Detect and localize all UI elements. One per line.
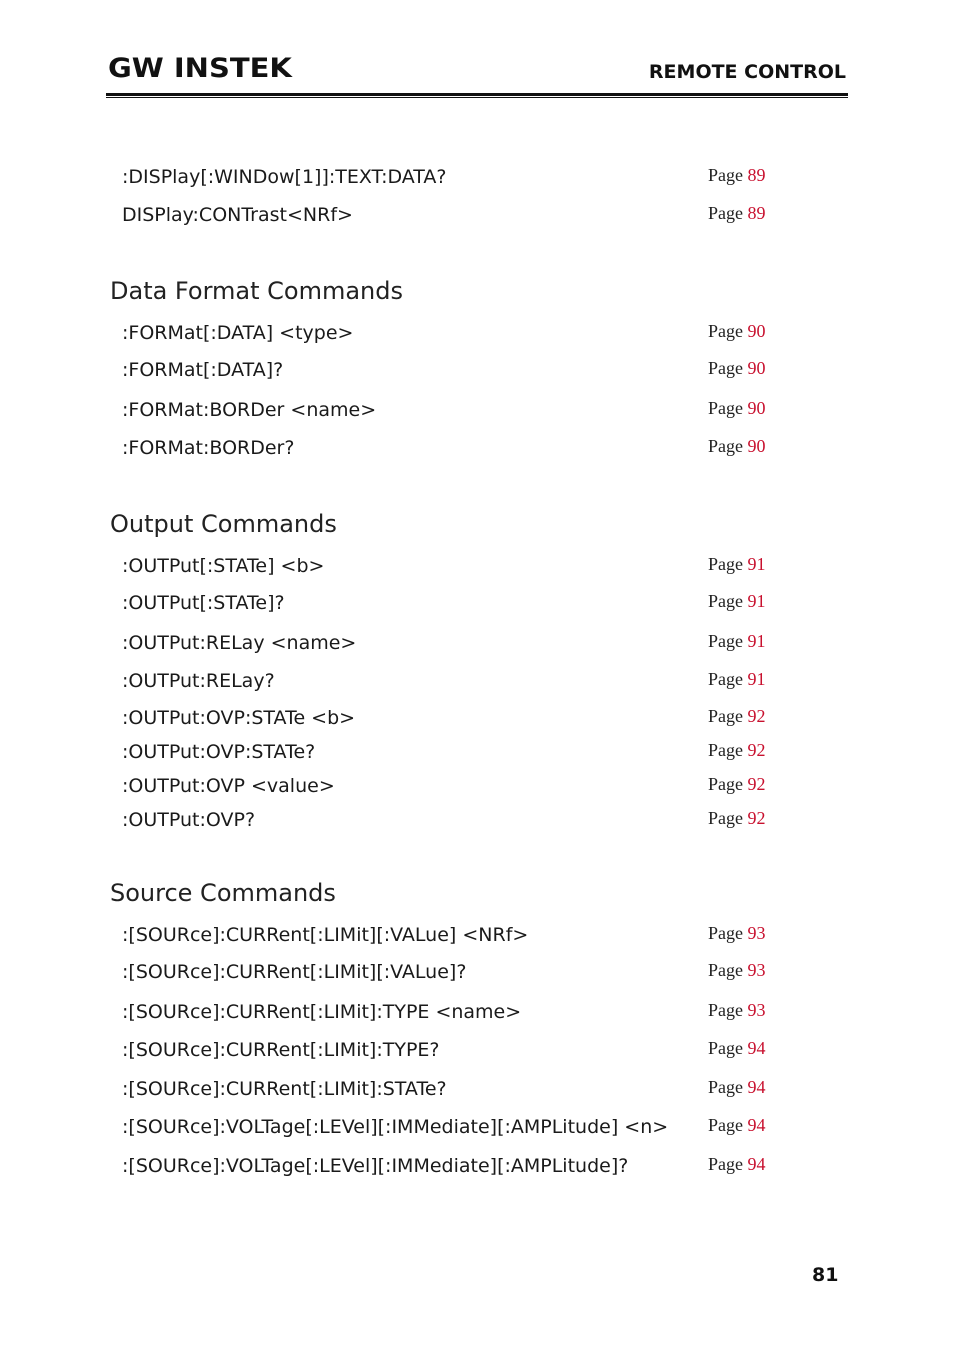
page-word: Page bbox=[708, 165, 743, 185]
page-link-number[interactable]: 93 bbox=[747, 1000, 766, 1020]
page-link-number[interactable]: 92 bbox=[747, 740, 766, 760]
page-word: Page bbox=[708, 1154, 743, 1174]
command-text: :FORMat:BORDer <name> bbox=[122, 399, 377, 421]
page-word: Page bbox=[708, 321, 743, 341]
page-word: Page bbox=[708, 923, 743, 943]
page-word: Page bbox=[708, 1115, 743, 1135]
page-link-number[interactable]: 92 bbox=[747, 808, 766, 828]
page-link-number[interactable]: 91 bbox=[747, 669, 766, 689]
page-reference[interactable] bbox=[708, 740, 766, 761]
page-reference[interactable] bbox=[708, 554, 766, 575]
page-link-number[interactable]: 92 bbox=[747, 774, 766, 794]
section-label: REMOTE CONTROL bbox=[648, 61, 846, 83]
command-text: :[SOURce]:CURRent[:LIMit][:VALue]? bbox=[122, 961, 467, 983]
command-text: :OUTPut:OVP:STATe <b> bbox=[122, 707, 356, 729]
page-link-number[interactable]: 90 bbox=[747, 321, 766, 341]
page-reference[interactable] bbox=[708, 1000, 766, 1021]
page-link-number[interactable]: 89 bbox=[747, 165, 766, 185]
page-link-number[interactable]: 93 bbox=[747, 923, 766, 943]
page-number: 81 bbox=[812, 1264, 839, 1286]
page-reference[interactable] bbox=[708, 321, 766, 342]
page-link-number[interactable]: 90 bbox=[747, 358, 766, 378]
page-reference[interactable] bbox=[708, 1038, 766, 1059]
page-link-number[interactable]: 94 bbox=[747, 1038, 766, 1058]
page-reference[interactable] bbox=[708, 165, 766, 186]
command-text: :[SOURce]:CURRent[:LIMit]:TYPE <name> bbox=[122, 1001, 522, 1023]
page-reference[interactable] bbox=[708, 436, 766, 457]
page-reference[interactable] bbox=[708, 398, 766, 419]
page-word: Page bbox=[708, 1038, 743, 1058]
page-reference[interactable] bbox=[708, 1154, 766, 1175]
command-text: :OUTPut:OVP? bbox=[122, 809, 256, 831]
page-reference[interactable] bbox=[708, 923, 766, 944]
page-link-number[interactable]: 94 bbox=[747, 1154, 766, 1174]
page-word: Page bbox=[708, 1000, 743, 1020]
page-link-number[interactable]: 92 bbox=[747, 706, 766, 726]
page-link-number[interactable]: 89 bbox=[747, 203, 766, 223]
page-reference[interactable] bbox=[708, 1077, 766, 1098]
page-link-number[interactable]: 90 bbox=[747, 398, 766, 418]
page-word: Page bbox=[708, 960, 743, 980]
page-link-number[interactable]: 93 bbox=[747, 960, 766, 980]
command-text: :[SOURce]:CURRent[:LIMit][:VALue] <NRf> bbox=[122, 924, 529, 946]
page-link-number[interactable]: 90 bbox=[747, 436, 766, 456]
page-reference[interactable] bbox=[708, 203, 766, 224]
gw-instek-logo: GW INSTEK bbox=[108, 52, 292, 84]
page-link-number[interactable]: 91 bbox=[747, 591, 766, 611]
command-text: :[SOURce]:CURRent[:LIMit]:TYPE? bbox=[122, 1039, 440, 1061]
command-text: :OUTPut[:STATe] <b> bbox=[122, 555, 325, 577]
command-text: DISPlay:CONTrast<NRf> bbox=[122, 204, 353, 226]
page-link-number[interactable]: 91 bbox=[747, 554, 766, 574]
page-reference[interactable] bbox=[708, 1115, 766, 1136]
page-word: Page bbox=[708, 398, 743, 418]
page-reference[interactable] bbox=[708, 808, 766, 829]
page-word: Page bbox=[708, 808, 743, 828]
page-reference[interactable] bbox=[708, 774, 766, 795]
page-word: Page bbox=[708, 774, 743, 794]
command-text: :OUTPut:RELay <name> bbox=[122, 632, 357, 654]
page-word: Page bbox=[708, 706, 743, 726]
command-text: :FORMat[:DATA] <type> bbox=[122, 322, 354, 344]
page-word: Page bbox=[708, 740, 743, 760]
page-word: Page bbox=[708, 669, 743, 689]
page-reference[interactable] bbox=[708, 669, 766, 690]
page-word: Page bbox=[708, 591, 743, 611]
command-text: :[SOURce]:VOLTage[:LEVel][:IMMediate][:AMPLitude]? bbox=[122, 1155, 629, 1177]
page-reference[interactable] bbox=[708, 706, 766, 727]
command-text: :FORMat:BORDer? bbox=[122, 437, 295, 459]
page-word: Page bbox=[708, 631, 743, 651]
command-text: :OUTPut[:STATe]? bbox=[122, 592, 285, 614]
page-word: Page bbox=[708, 554, 743, 574]
page-reference[interactable] bbox=[708, 358, 766, 379]
command-text: :[SOURce]:CURRent[:LIMit]:STATe? bbox=[122, 1078, 447, 1100]
page-word: Page bbox=[708, 203, 743, 223]
page-link-number[interactable]: 94 bbox=[747, 1077, 766, 1097]
section-heading: Output Commands bbox=[110, 510, 337, 538]
section-heading: Source Commands bbox=[110, 879, 336, 907]
command-text: :DISPlay[:WINDow[1]]:TEXT:DATA? bbox=[122, 166, 447, 188]
command-text: :FORMat[:DATA]? bbox=[122, 359, 284, 381]
page-link-number[interactable]: 94 bbox=[747, 1115, 766, 1135]
header-rule bbox=[106, 93, 848, 96]
section-heading: Data Format Commands bbox=[110, 277, 403, 305]
page-reference[interactable] bbox=[708, 960, 766, 981]
page-word: Page bbox=[708, 358, 743, 378]
page-link-number[interactable]: 91 bbox=[747, 631, 766, 651]
page-reference[interactable] bbox=[708, 631, 766, 652]
command-text: :OUTPut:OVP:STATe? bbox=[122, 741, 316, 763]
page-word: Page bbox=[708, 436, 743, 456]
command-text: :[SOURce]:VOLTage[:LEVel][:IMMediate][:AMPLitude] <n> bbox=[122, 1116, 669, 1138]
command-text: :OUTPut:RELay? bbox=[122, 670, 275, 692]
page-word: Page bbox=[708, 1077, 743, 1097]
page-reference[interactable] bbox=[708, 591, 766, 612]
command-text: :OUTPut:OVP <value> bbox=[122, 775, 335, 797]
header-rule-thin bbox=[106, 97, 848, 98]
